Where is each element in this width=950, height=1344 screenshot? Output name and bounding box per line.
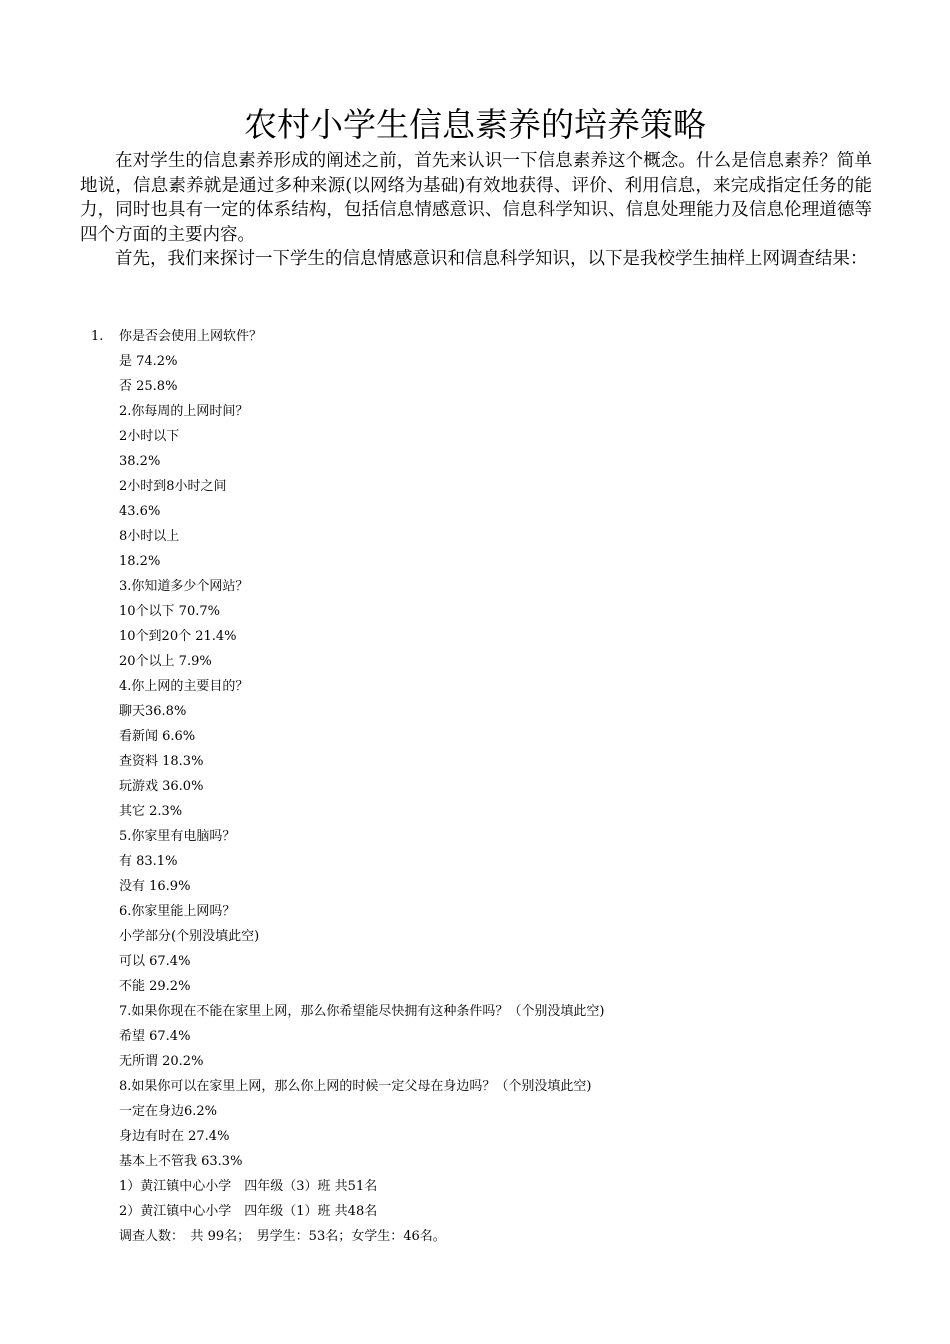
survey-line bbox=[0, 699, 950, 724]
survey-results bbox=[0, 324, 950, 1249]
survey-line bbox=[0, 1099, 950, 1124]
survey-line bbox=[0, 849, 950, 874]
survey-line-text: 玩游戏 36.0% bbox=[119, 779, 204, 794]
survey-line bbox=[0, 424, 950, 449]
survey-line-text: 看新闻 6.6% bbox=[119, 729, 196, 744]
survey-line bbox=[0, 1224, 950, 1249]
survey-line-text: 10个到20个 21.4% bbox=[119, 629, 237, 644]
survey-line-text: 18.2% bbox=[119, 554, 161, 569]
survey-line bbox=[0, 474, 950, 499]
survey-line-text: 43.6% bbox=[119, 504, 161, 519]
survey-line bbox=[0, 574, 950, 599]
document-title: 农村小学生信息素养的培养策略 bbox=[244, 105, 706, 144]
survey-line bbox=[0, 924, 950, 949]
survey-line bbox=[0, 899, 950, 924]
survey-line-text: 3.你知道多少个网站？ bbox=[119, 579, 249, 594]
survey-line bbox=[0, 999, 950, 1024]
survey-line-text: 否 25.8% bbox=[119, 379, 178, 394]
survey-line bbox=[0, 649, 950, 674]
survey-line-text: 你是否会使用上网软件？ bbox=[119, 329, 263, 344]
survey-line bbox=[0, 1049, 950, 1074]
survey-line bbox=[0, 549, 950, 574]
survey-line bbox=[0, 799, 950, 824]
survey-line-text: 其它 2.3% bbox=[119, 804, 183, 819]
survey-line-text: 聊天36.8% bbox=[119, 704, 187, 719]
survey-line-text: 调查人数： 共 99名； 男学生：53名；女学生：46名。 bbox=[119, 1229, 446, 1244]
survey-line-text: 基本上不管我 63.3% bbox=[119, 1154, 243, 1169]
survey-line-text: 没有 16.9% bbox=[119, 879, 191, 894]
survey-line-text: 2小时以下 bbox=[119, 429, 180, 444]
survey-line-text: 2.你每周的上网时间？ bbox=[119, 404, 249, 419]
survey-line-text: 2）黄江镇中心小学 四年级（1）班 共48名 bbox=[119, 1204, 378, 1219]
survey-line-text: 20个以上 7.9% bbox=[119, 654, 212, 669]
survey-line-text: 可以 67.4% bbox=[119, 954, 191, 969]
survey-line-text: 8.如果你可以在家里上网，那么你上网的时候一定父母在身边吗？（个别没填此空) bbox=[119, 1079, 592, 1094]
intro-section bbox=[80, 149, 872, 272]
survey-line bbox=[0, 624, 950, 649]
intro-paragraph-2: 首先，我们来探讨一下学生的信息情感意识和信息科学知识，以下是我校学生抽样上网调查结果： bbox=[115, 249, 868, 270]
survey-line bbox=[0, 599, 950, 624]
survey-line bbox=[0, 974, 950, 999]
survey-line bbox=[0, 1174, 950, 1199]
survey-line-text: 无所谓 20.2% bbox=[119, 1054, 204, 1069]
survey-line bbox=[0, 1149, 950, 1174]
survey-line bbox=[0, 674, 950, 699]
survey-line bbox=[0, 1024, 950, 1049]
survey-line bbox=[0, 399, 950, 424]
survey-line bbox=[0, 524, 950, 549]
survey-line-text: 4.你上网的主要目的？ bbox=[119, 679, 249, 694]
survey-line-text: 有 83.1% bbox=[119, 854, 178, 869]
survey-line-text: 1）黄江镇中心小学 四年级（3）班 共51名 bbox=[119, 1179, 378, 1194]
survey-line-text: 一定在身边6.2% bbox=[119, 1104, 218, 1119]
survey-line bbox=[0, 349, 950, 374]
survey-list-number: 1. bbox=[91, 329, 104, 344]
survey-line-text: 38.2% bbox=[119, 454, 161, 469]
survey-line bbox=[0, 774, 950, 799]
survey-line-text: 查资料 18.3% bbox=[119, 754, 204, 769]
survey-line-text: 8小时以上 bbox=[119, 529, 180, 544]
survey-line-text: 不能 29.2% bbox=[119, 979, 191, 994]
survey-line-text: 10个以下 70.7% bbox=[119, 604, 220, 619]
survey-line bbox=[0, 874, 950, 899]
survey-line bbox=[0, 949, 950, 974]
survey-line bbox=[0, 824, 950, 849]
survey-line-text: 希望 67.4% bbox=[119, 1029, 191, 1044]
survey-line bbox=[0, 449, 950, 474]
survey-line-text: 小学部分(个别没填此空) bbox=[119, 929, 260, 944]
survey-line bbox=[0, 749, 950, 774]
survey-line-text: 是 74.2% bbox=[119, 354, 178, 369]
survey-line-text: 6.你家里能上网吗？ bbox=[119, 904, 236, 919]
survey-line-text: 5.你家里有电脑吗？ bbox=[119, 829, 236, 844]
survey-line-text: 2小时到8小时之间 bbox=[119, 479, 227, 494]
survey-line bbox=[0, 724, 950, 749]
survey-line bbox=[0, 499, 950, 524]
survey-line bbox=[0, 374, 950, 399]
survey-line bbox=[0, 1199, 950, 1224]
survey-line bbox=[0, 1074, 950, 1099]
intro-paragraph-1: 在对学生的信息素养形成的阐述之前，首先来认识一下信息素养这个概念。什么是信息素养？简单地说，信息素养就是通过多种来源(以网络为基础)有效地获得、评价、利用信息，来完成指定任务的能力，同时也具有一定的体系结构，包括信息情感意识、信息科学知识、信息处理能力及信息伦理道德等四个方面的主要内容。 bbox=[80, 151, 872, 245]
survey-line-text: 身边有时在 27.4% bbox=[119, 1129, 230, 1144]
survey-line bbox=[0, 324, 950, 349]
survey-line bbox=[0, 1124, 950, 1149]
survey-line-text: 7.如果你现在不能在家里上网，那么你希望能尽快拥有这种条件吗？（个别没填此空) bbox=[119, 1004, 605, 1019]
